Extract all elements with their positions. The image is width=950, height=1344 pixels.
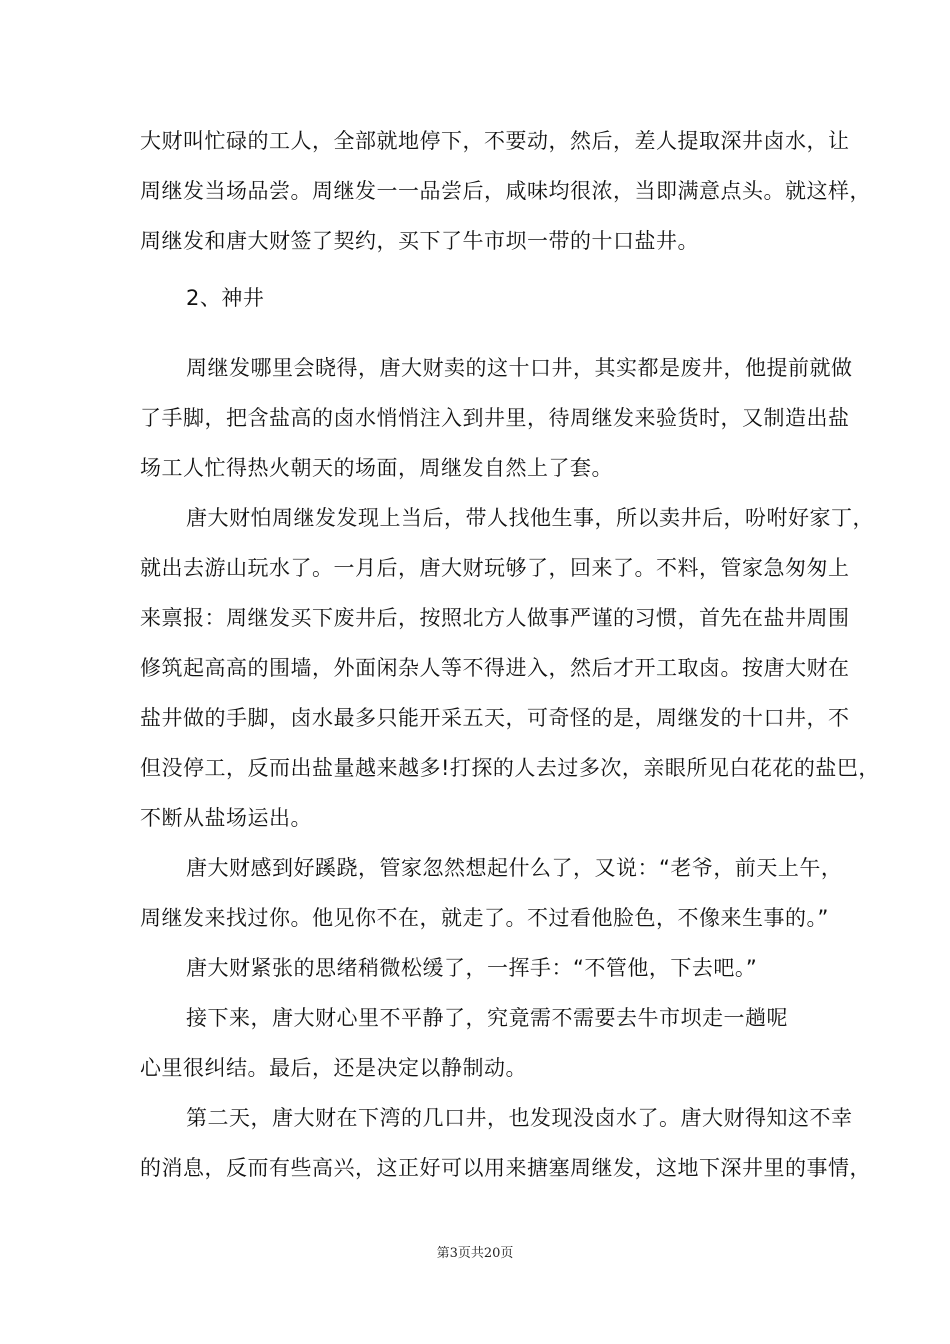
text-line: 的消息，反而有些高兴，这正好可以用来搪塞周继发，这地下深井里的事情， — [140, 1156, 871, 1180]
page-number: 第3页共20页 — [436, 1246, 514, 1261]
text-line: 唐大财紧张的思绪稍微松缓了，一挥手：“不管他，下去吧。” — [186, 956, 758, 980]
text-line: 周继发来找过你。他见你不在，就走了。不过看他脸色，不像来生事的。” — [140, 906, 829, 930]
section-heading: 2、神井 — [186, 286, 265, 310]
text-line: 周继发哪里会晓得，唐大财卖的这十口井，其实都是废井，他提前就做 — [186, 356, 853, 380]
text-line: 大财叫忙碌的工人，全部就地停下，不要动，然后，差人提取深井卤水，让 — [140, 129, 850, 153]
text-line: 唐大财感到好蹊跷，管家忽然想起什么了，又说：“老爷，前天上午， — [186, 856, 843, 880]
text-line: 第二天，唐大财在下湾的几口井，也发现没卤水了。唐大财得知这不幸 — [186, 1106, 853, 1130]
text-line: 场工人忙得热火朝天的场面，周继发自然上了套。 — [140, 456, 613, 480]
text-line: 唐大财怕周继发发现上当后，带人找他生事，所以卖井后，吩咐好家丁， — [186, 506, 874, 530]
text-line: 就出去游山玩水了。一月后，唐大财玩够了，回来了。不料，管家急匆匆上 — [140, 556, 850, 580]
text-line: 周继发和唐大财签了契约，买下了牛市坝一带的十口盐井。 — [140, 229, 699, 253]
text-line: 修筑起高高的围墙，外面闲杂人等不得进入，然后才开工取卤。按唐大财在 — [140, 656, 850, 680]
text-line: 心里很纠结。最后，还是决定以静制动。 — [140, 1056, 527, 1080]
text-line: 周继发当场品尝。周继发一一品尝后，咸味均很浓，当即满意点头。就这样， — [140, 179, 871, 203]
text-line: 不断从盐场运出。 — [140, 806, 312, 830]
text-line: 来禀报：周继发买下废井后，按照北方人做事严谨的习惯，首先在盐井周围 — [140, 606, 850, 630]
text-line: 盐井做的手脚，卤水最多只能开采五天，可奇怪的是，周继发的十口井，不 — [140, 706, 850, 730]
text-line: 了手脚，把含盐高的卤水悄悄注入到井里，待周继发来验货时，又制造出盐 — [140, 406, 850, 430]
text-line: 但没停工，反而出盐量越来越多!打探的人去过多次，亲眼所见白花花的盐巴， — [140, 756, 880, 780]
text-line: 接下来，唐大财心里不平静了，究竟需不需要去牛市坝走一趟呢 — [186, 1006, 788, 1030]
